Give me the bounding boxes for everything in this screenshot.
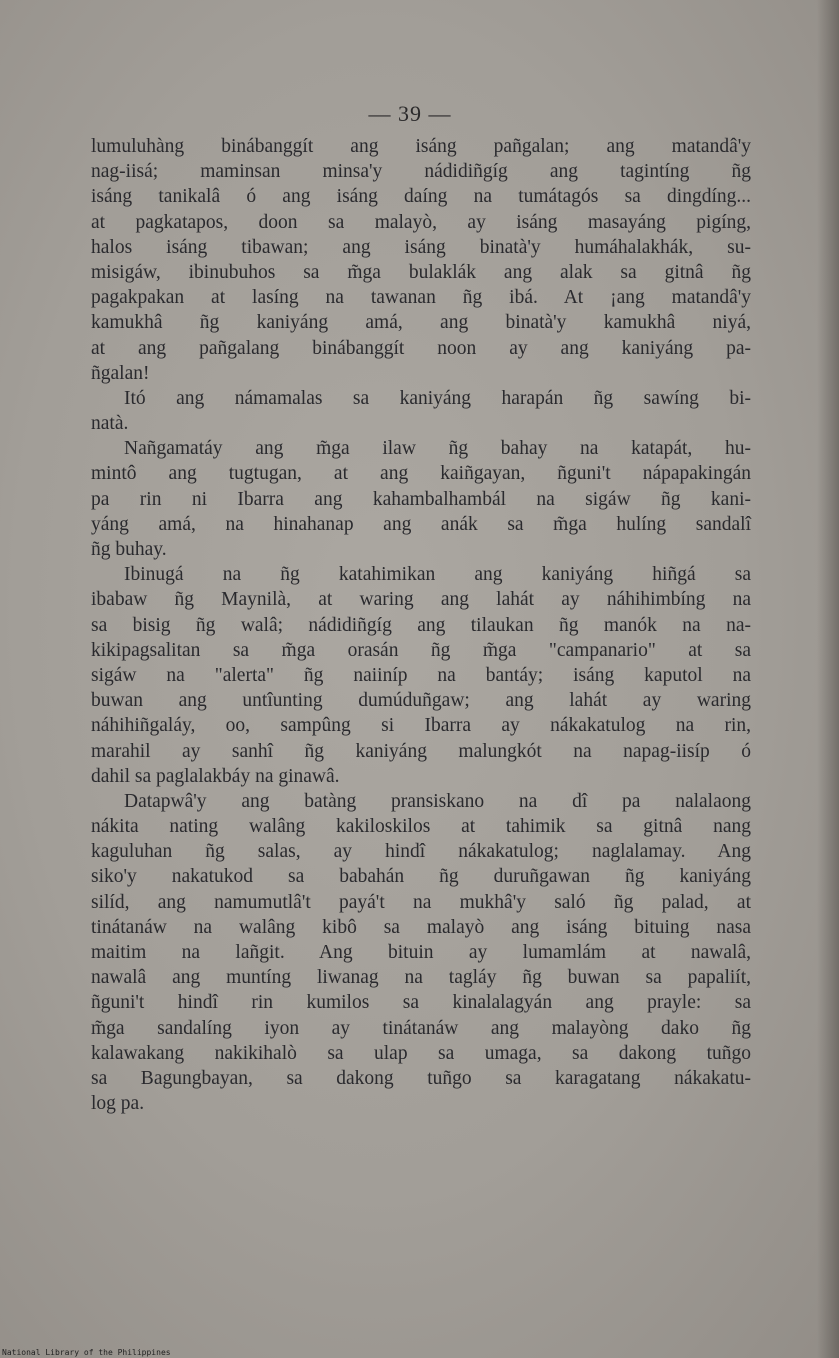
text-line: lumuluhàng binábanggít ang isáng pañgalan; ang matandâ'y <box>91 136 751 157</box>
text-line: kalawakang nakikihalò sa ulap sa umaga, sa dakong tuñgo <box>91 1042 751 1064</box>
text-line: Datapwâ'y ang batàng pransiskano na dî pa nalalaong <box>124 790 751 812</box>
text-line: isáng tanikalâ ó ang isáng daíng na tumátagós sa dingdíng... <box>91 186 751 208</box>
text-line: misigáw, ibinubuhos sa m̃ga bulaklák ang alak sa gitnâ ñg <box>91 261 751 283</box>
text-line: maitim na lañgit. Ang bituin ay lumamlám at nawalâ, <box>91 942 751 963</box>
text-line: Ibinugá na ñg katahimikan ang kaniyáng hiñgá sa <box>124 564 751 586</box>
body-text <box>91 134 751 1116</box>
text-line: ñg buhay. <box>91 539 167 560</box>
text-line: kamukhâ ñg kaniyáng amá, ang binatà'y kamukhâ niyá, <box>91 312 751 334</box>
text-line: log pa. <box>91 1093 145 1115</box>
text-line: ibabaw ñg Maynilà, at waring ang lahát ay náhihimbíng na <box>91 589 751 611</box>
text-line: sa bisig ñg walâ; nádidiñgíg ang tilaukan ñg manók na na- <box>91 614 751 636</box>
text-line: at ang pañgalang binábanggít noon ay ang kaniyáng pa- <box>91 337 751 359</box>
text-line: náhihiñgaláy, oo, sampûng si Ibarra ay nákakatulog na rin, <box>91 715 751 737</box>
footer-credit: National Library of the Philippines <box>2 1348 171 1357</box>
text-line: pa rin ni Ibarra ang kahambalhambál na sigáw ñg kani- <box>91 488 751 510</box>
text-line: sa Bagungbayan, sa dakong tuñgo sa karagatang nákakatu- <box>91 1067 751 1089</box>
text-line: ñguni't hindî rin kumilos sa kinalalagyán ang prayle: sa <box>91 992 751 1014</box>
text-line: Itó ang námamalas sa kaniyáng harapán ñg sawíng bi- <box>124 387 751 409</box>
text-line: nag-iisá; maminsan minsa'y nádidiñgíg ang tagintíng ñg <box>91 161 751 183</box>
text-line: m̃ga sandalíng iyon ay tinátanáw ang malayòng dako ñg <box>91 1017 751 1039</box>
text-line: sigáw na "alerta" ñg naiiníp na bantáy; isáng kaputol na <box>91 664 751 686</box>
text-line: buwan ang untîunting dumúduñgaw; ang lahát ay waring <box>91 690 751 712</box>
text-line: ñgalan! <box>91 362 150 384</box>
page-edge-shadow <box>817 0 839 1358</box>
text-line: nákita nating walâng kakiloskilos at tahimik sa gitnâ nang <box>91 816 751 838</box>
text-line: Nañgamatáy ang m̃ga ilaw ñg bahay na katapát, hu- <box>124 438 751 460</box>
text-line: dahil sa paglalakbáy na ginawâ. <box>91 765 340 787</box>
text-line: kaguluhan ñg salas, ay hindî nákakatulog; naglalamay. Ang <box>91 841 751 863</box>
text-line: pagakpakan at lasíng na tawanan ñg ibá. At ¡ang matandâ'y <box>91 287 751 309</box>
page-number: — 39 — <box>368 101 452 126</box>
text-line: yáng amá, na hinahanap ang anák sa m̃ga hulíng sandalî <box>91 513 751 535</box>
text-line: kikipagsalitan sa m̃ga orasán ñg m̃ga "campanario" at sa <box>91 639 751 661</box>
text-line: natà. <box>91 413 129 435</box>
text-line: silíd, ang namumutlâ't payá't na mukhâ'y saló ñg palad, at <box>91 891 751 913</box>
text-line: at pagkatapos, doon sa malayò, ay isáng masayáng pigíng, <box>91 211 751 233</box>
text-line: halos isáng tibawan; ang isáng binatà'y humáhalakhák, su- <box>91 236 751 258</box>
text-line: siko'y nakatukod sa babahán ñg duruñgawan ñg kaniyáng <box>91 866 751 888</box>
text-line: nawalâ ang muntíng liwanag na tagláy ñg buwan sa papaliít, <box>91 967 751 989</box>
text-line: tinátanáw na walâng kibô sa malayò ang isáng bituing nasa <box>91 916 751 938</box>
text-line: mintô ang tugtugan, at ang kaiñgayan, ñguni't nápapakingán <box>91 463 751 485</box>
text-line: marahil ay sanhî ñg kaniyáng malungkót na napag-iisíp ó <box>91 740 751 762</box>
